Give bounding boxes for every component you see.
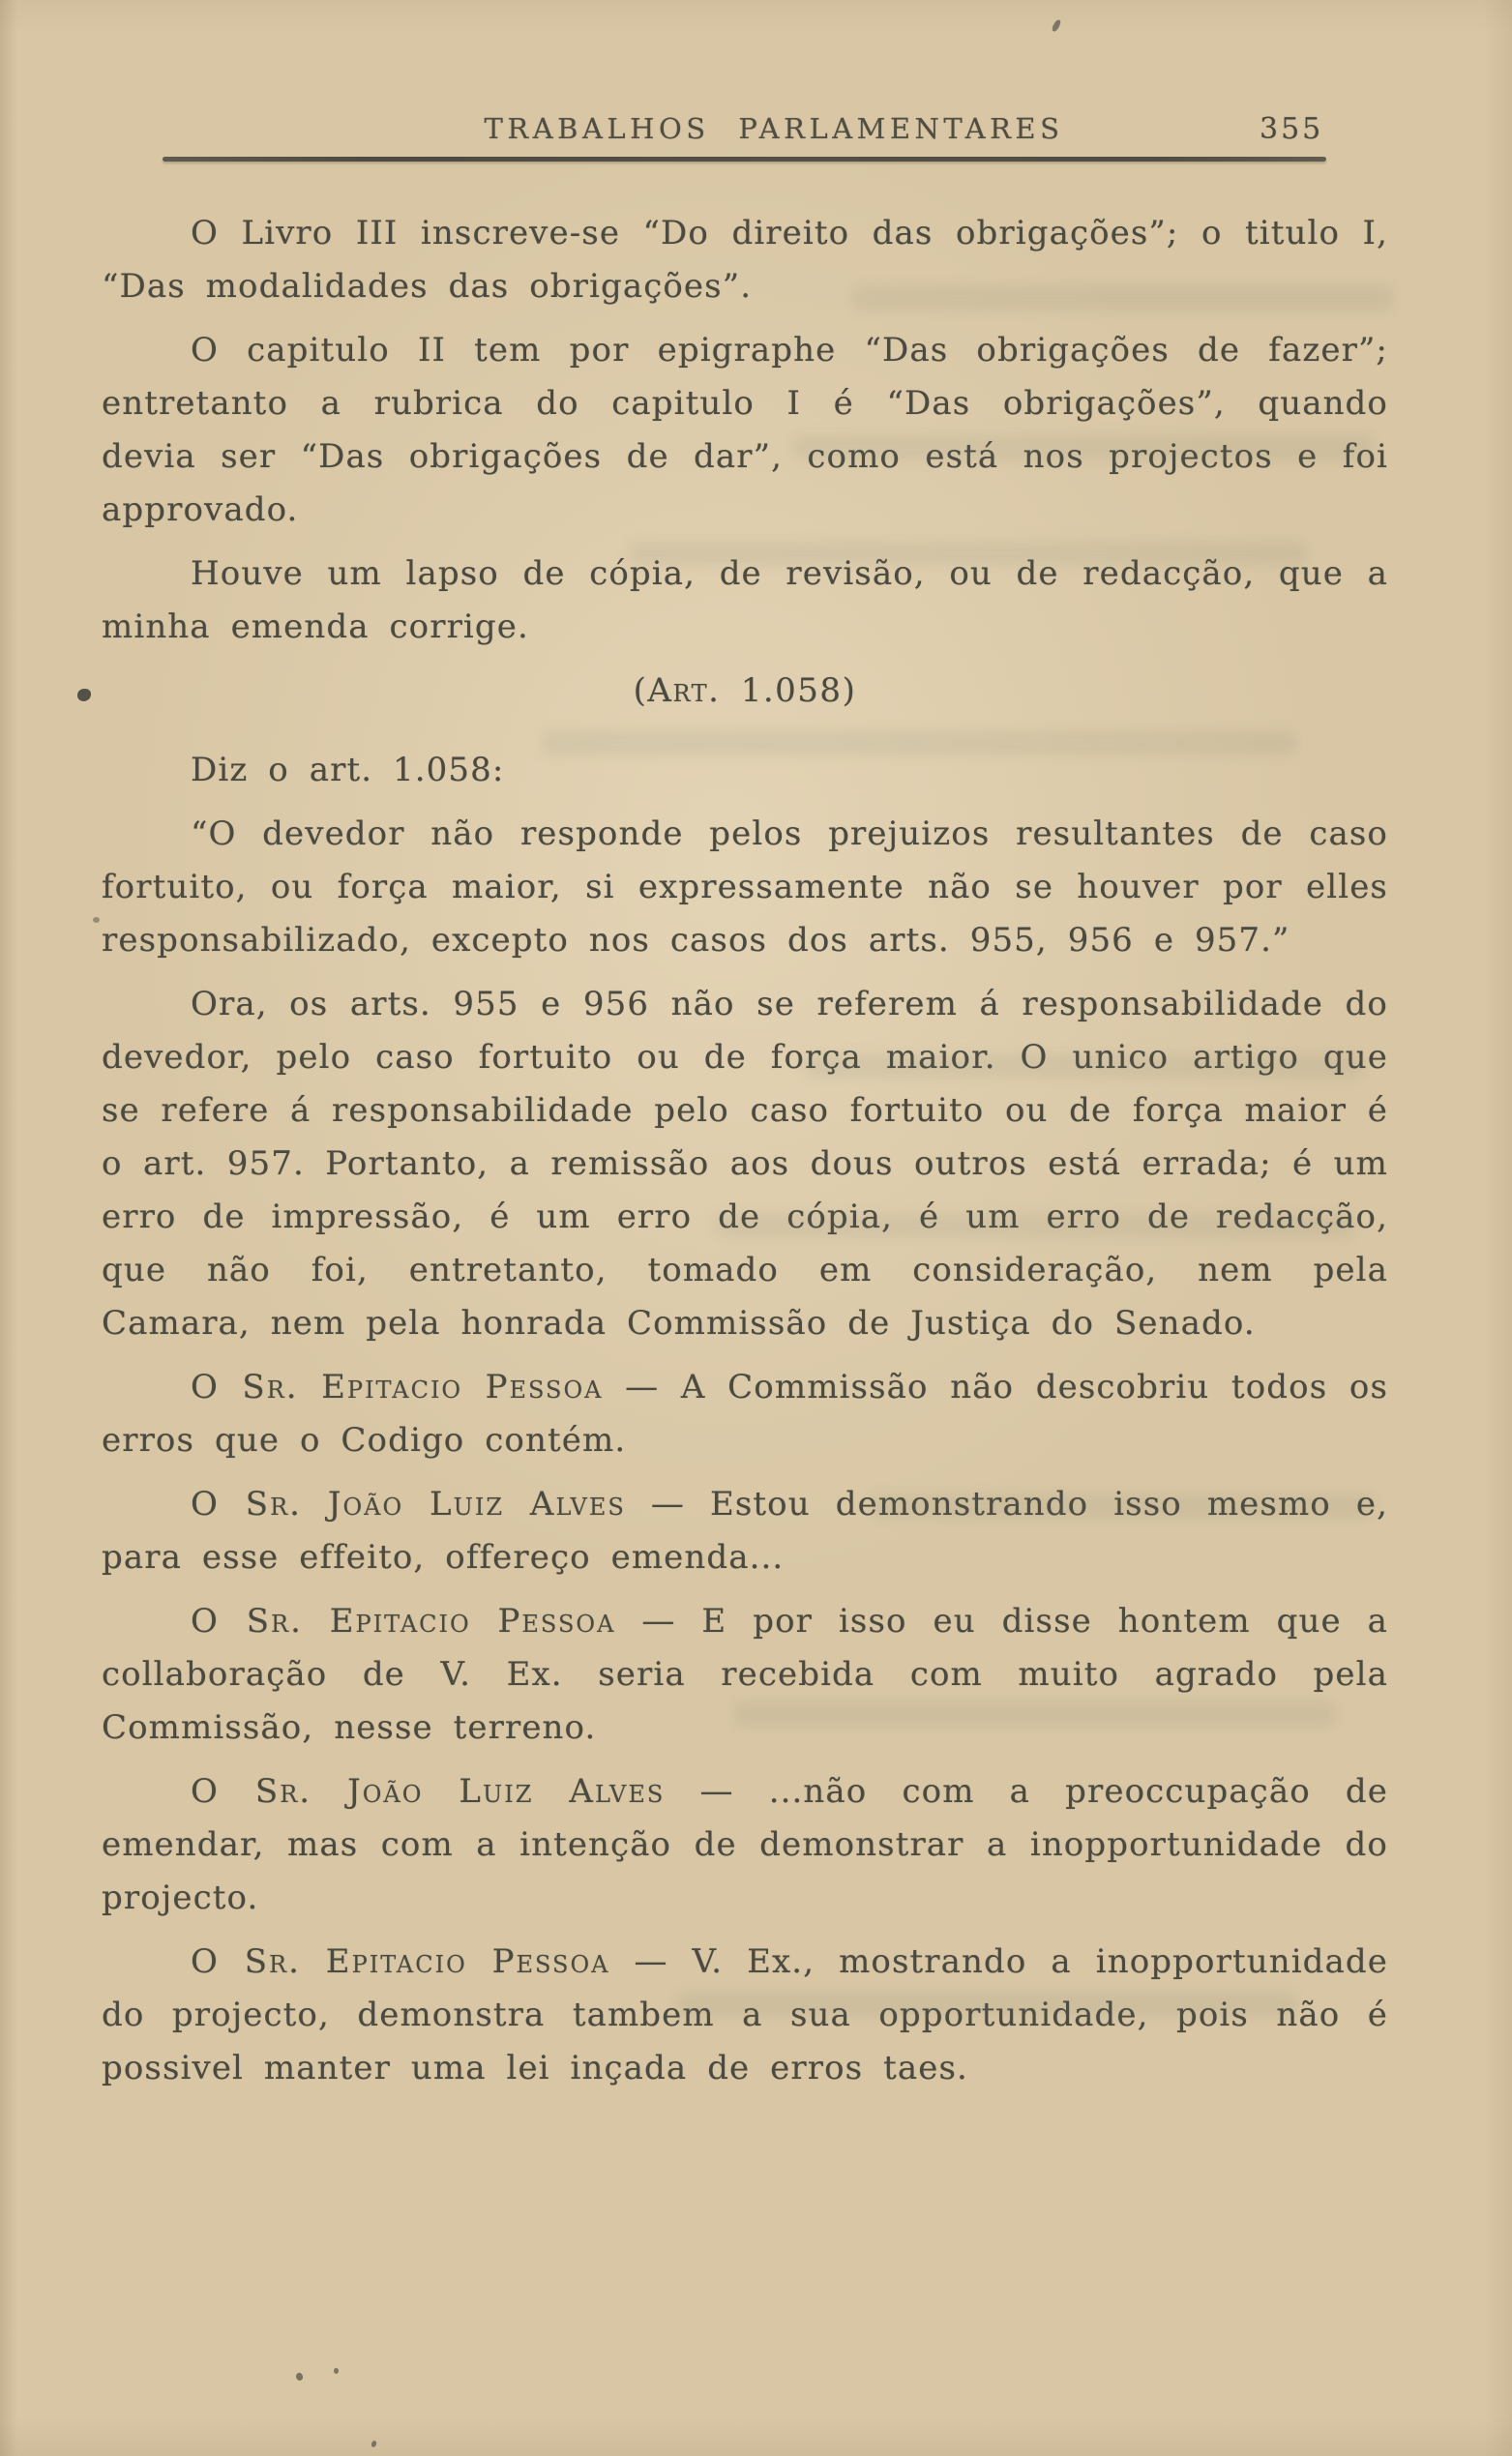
ink-speck xyxy=(334,2368,339,2374)
show-through-smudge xyxy=(629,542,1306,565)
show-through-smudge xyxy=(793,435,1374,460)
speaker-name: O Sr. Epitacio Pessoa xyxy=(191,1368,604,1406)
show-through-smudge xyxy=(871,1494,1374,1518)
speech-text: — V. Ex., mostrando a inopportunidade do projecto, demonstra tambem a sua opportunidade, pois não é possivel manter uma lei inçada de erros taes. xyxy=(102,1942,1388,2087)
speech-text: — E por isso eu disse hontem que a collaboração de V. Ex. seria recebida com muito agrado pela Commissão, nesse terreno. xyxy=(102,1602,1388,1747)
show-through-smudge xyxy=(716,1214,1354,1237)
page-number: 355 xyxy=(1260,112,1324,146)
ink-speck xyxy=(93,917,100,923)
paragraph-livro-iii: O Livro III inscreve-se “Do direito das obrigações”; o titulo I, “Das modalidades das obrigações”. xyxy=(102,214,1388,306)
show-through-smudge xyxy=(735,1702,1335,1726)
ink-speck xyxy=(1051,18,1061,32)
article-heading: (Art. 1.058) xyxy=(633,671,857,710)
header-rule-divider xyxy=(163,157,1326,162)
speech-paragraph xyxy=(102,1595,1388,1755)
paragraph-lapso: Houve um lapso de cópia, de revisão, ou de redacção, que a minha emenda corrige. xyxy=(102,554,1388,646)
speaker-name: O Sr. Epitacio Pessoa xyxy=(191,1602,616,1641)
speech-text: — Estou demonstrando isso mesmo e, para esse effeito, offereço emenda... xyxy=(102,1485,1388,1577)
speech-paragraph xyxy=(102,1765,1388,1925)
speech-text: — ...não com a preoccupação de emendar, mas com a intenção de demonstrar a inopportunidade do projecto. xyxy=(102,1772,1388,1917)
paragraph-diz-o-art: Diz o art. 1.058: xyxy=(191,751,505,789)
speech-paragraph xyxy=(102,1361,1388,1467)
speaker-name: O Sr. João Luiz Alves xyxy=(191,1772,666,1811)
show-through-smudge xyxy=(677,1993,1296,2016)
paragraph-capitulo-ii: O capitulo II tem por epigraphe “Das obrigações de fazer”; entretanto a rubrica do capitulo I é “Das obrigações”, quando devia ser “Das obrigações de dar”, como está nos projectos e foi approvado. xyxy=(102,331,1388,529)
speaker-name: O Sr. João Luiz Alves xyxy=(191,1485,626,1524)
page-text-block xyxy=(102,207,1388,2095)
paragraph-ora-os-arts: Ora, os arts. 955 e 956 não se referem á responsabilidade do devedor, pelo caso fortuito ou de força maior. O unico artigo que se refere á responsabilidade pelo caso fortuito ou de força maior é o art. 957. Portanto, a remissão aos dous outros está errada; é um erro de impressão, é um erro de cópia, é um erro de redacção, que não foi, entretanto, tomado em consideração, nem pela Camara, nem pela honrada Commissão de Justiça do Senado. xyxy=(102,985,1388,1343)
ink-speck xyxy=(371,2440,377,2447)
show-through-smudge xyxy=(542,730,1296,755)
paragraph-quote-art-1058: “O devedor não responde pelos prejuizos resultantes de caso fortuito, ou força maior, si expressamente não se houver por elles responsabilizado, excepto nos casos dos arts. 955, 956 e 957.” xyxy=(102,814,1388,960)
ink-speck xyxy=(77,689,91,701)
show-through-smudge xyxy=(803,1054,1364,1078)
speaker-name: O Sr. Epitacio Pessoa xyxy=(191,1942,610,1981)
show-through-smudge xyxy=(851,285,1393,311)
ink-speck xyxy=(294,2372,304,2382)
running-header-title: TRABALHOS PARLAMENTARES xyxy=(484,112,1064,145)
speech-text: — A Commissão não descobriu todos os erros que o Codigo contém. xyxy=(102,1368,1388,1460)
